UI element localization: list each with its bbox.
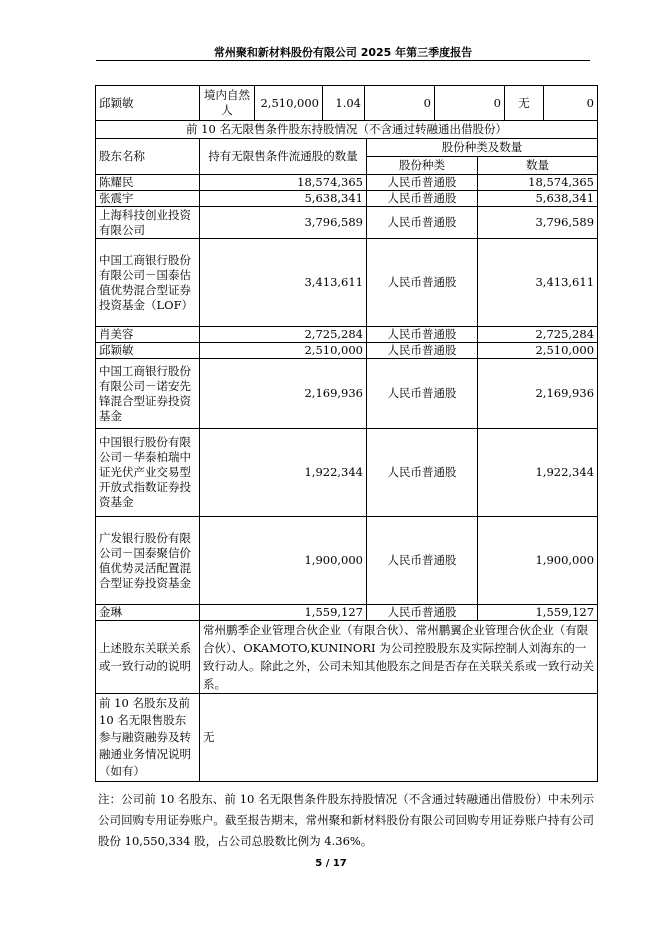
relation-row xyxy=(96,621,598,694)
table-row xyxy=(96,191,598,207)
row-kind: 人民币普通股 xyxy=(367,327,478,343)
row-shares: 3,796,589 xyxy=(200,207,367,239)
page-number: 5 / 17 xyxy=(315,858,347,869)
row-shares: 18,574,365 xyxy=(200,175,367,191)
row-shares: 3,413,611 xyxy=(200,239,367,327)
table-row xyxy=(96,239,598,327)
row-shares: 1,922,344 xyxy=(200,429,367,517)
row-name: 张震宇 xyxy=(96,191,200,207)
row-shares: 5,638,341 xyxy=(200,191,367,207)
row-kind: 人民币普通股 xyxy=(367,359,478,429)
row-name: 中国工商银行股份有限公司－诺安先锋混合型证券投资基金 xyxy=(96,359,200,429)
row-qty: 1,922,344 xyxy=(478,429,598,517)
top10-holders-last-row xyxy=(95,85,598,121)
row-qty: 3,796,589 xyxy=(478,207,598,239)
row-kind: 人民币普通股 xyxy=(367,343,478,359)
row-shares: 1,559,127 xyxy=(200,605,367,621)
row-kind: 人民币普通股 xyxy=(367,239,478,327)
table-row xyxy=(96,207,598,239)
table-row xyxy=(96,327,598,343)
row-qty: 2,510,000 xyxy=(478,343,598,359)
row-kind: 人民币普通股 xyxy=(367,605,478,621)
relation-text: 常州鹏季企业管理合伙企业（有限合伙）、常州鹏翼企业管理合伙企业（有限合伙）、OKAMOTO,KUNINORI 为公司控股股东及实际控制人刘海东的一致行动人。除此之外，公司未知其他股东之间是否存在关联关系或一致行动关系。 xyxy=(200,621,598,694)
col-header-name: 股东名称 xyxy=(96,139,200,175)
row-name: 陈耀民 xyxy=(96,175,200,191)
row-name: 广发银行股份有限公司－国泰聚信价值优势灵活配置混合型证券投资基金 xyxy=(96,517,200,605)
row-qty: 2,169,936 xyxy=(478,359,598,429)
margin-trading-text: 无 xyxy=(200,694,598,782)
col-header-kind: 股份种类 xyxy=(367,157,478,175)
row-qty: 1,559,127 xyxy=(478,605,598,621)
row-kind: 人民币普通股 xyxy=(367,517,478,605)
margin-trading-row xyxy=(96,694,598,782)
row-kind: 人民币普通股 xyxy=(367,207,478,239)
row-qty: 2,725,284 xyxy=(478,327,598,343)
footnote: 注：公司前 10 名股东、前 10 名无限售条件股东持股情况（不含通过转融通出借股份）中未列示公司回购专用证券账户。截至报告期末，常州聚和新材料股份有限公司回购专用证券账户持有公司股份 10,550,334 股，占公司总股数比例为 4.36%。 xyxy=(98,792,594,848)
section-title: 前 10 名无限售条件股东持股情况（不含通过转融通出借股份） xyxy=(96,121,598,139)
holder-status: 无 xyxy=(505,86,544,121)
unrestricted-holders-table xyxy=(95,120,598,782)
row-shares: 1,900,000 xyxy=(200,517,367,605)
table-row xyxy=(96,517,598,605)
holder-restricted: 0 xyxy=(365,86,435,121)
row-name: 中国银行股份有限公司－华泰柏瑞中证光伏产业交易型开放式指数证券投资基金 xyxy=(96,429,200,517)
header-rule xyxy=(96,60,590,61)
holder-ratio: 1.04 xyxy=(323,86,365,121)
row-name: 上海科技创业投资有限公司 xyxy=(96,207,200,239)
table-row xyxy=(96,429,598,517)
row-shares: 2,725,284 xyxy=(200,327,367,343)
row-kind: 人民币普通股 xyxy=(367,191,478,207)
row-name: 邱颖敏 xyxy=(96,343,200,359)
row-qty: 3,413,611 xyxy=(478,239,598,327)
col-header-qty: 数量 xyxy=(478,157,598,175)
holder-shares: 2,510,000 xyxy=(255,86,323,121)
table-row xyxy=(96,359,598,429)
holder-pledge: 0 xyxy=(435,86,505,121)
table-row xyxy=(96,343,598,359)
holder-name: 邱颖敏 xyxy=(96,86,200,121)
row-name: 中国工商银行股份有限公司－国泰估值优势混合型证券投资基金（LOF） xyxy=(96,239,200,327)
relation-label: 上述股东关联关系或一致行动的说明 xyxy=(96,621,200,694)
row-qty: 1,900,000 xyxy=(478,517,598,605)
col-header-shares: 持有无限售条件流通股的数量 xyxy=(200,139,367,175)
col-header-kind-group: 股份种类及数量 xyxy=(367,139,598,157)
row-qty: 5,638,341 xyxy=(478,191,598,207)
row-shares: 2,169,936 xyxy=(200,359,367,429)
holder-nature: 境内自然人 xyxy=(200,86,255,121)
margin-trading-label: 前 10 名股东及前 10 名无限售股东参与融资融券及转融通业务情况说明（如有） xyxy=(96,694,200,782)
holder-count: 0 xyxy=(544,86,598,121)
report-header: 常州聚和新材料股份有限公司 2025 年第三季度报告 xyxy=(213,46,473,59)
row-shares: 2,510,000 xyxy=(200,343,367,359)
row-kind: 人民币普通股 xyxy=(367,175,478,191)
row-qty: 18,574,365 xyxy=(478,175,598,191)
row-kind: 人民币普通股 xyxy=(367,429,478,517)
table-row xyxy=(96,175,598,191)
row-name: 金琳 xyxy=(96,605,200,621)
row-name: 肖美容 xyxy=(96,327,200,343)
table-row xyxy=(96,605,598,621)
